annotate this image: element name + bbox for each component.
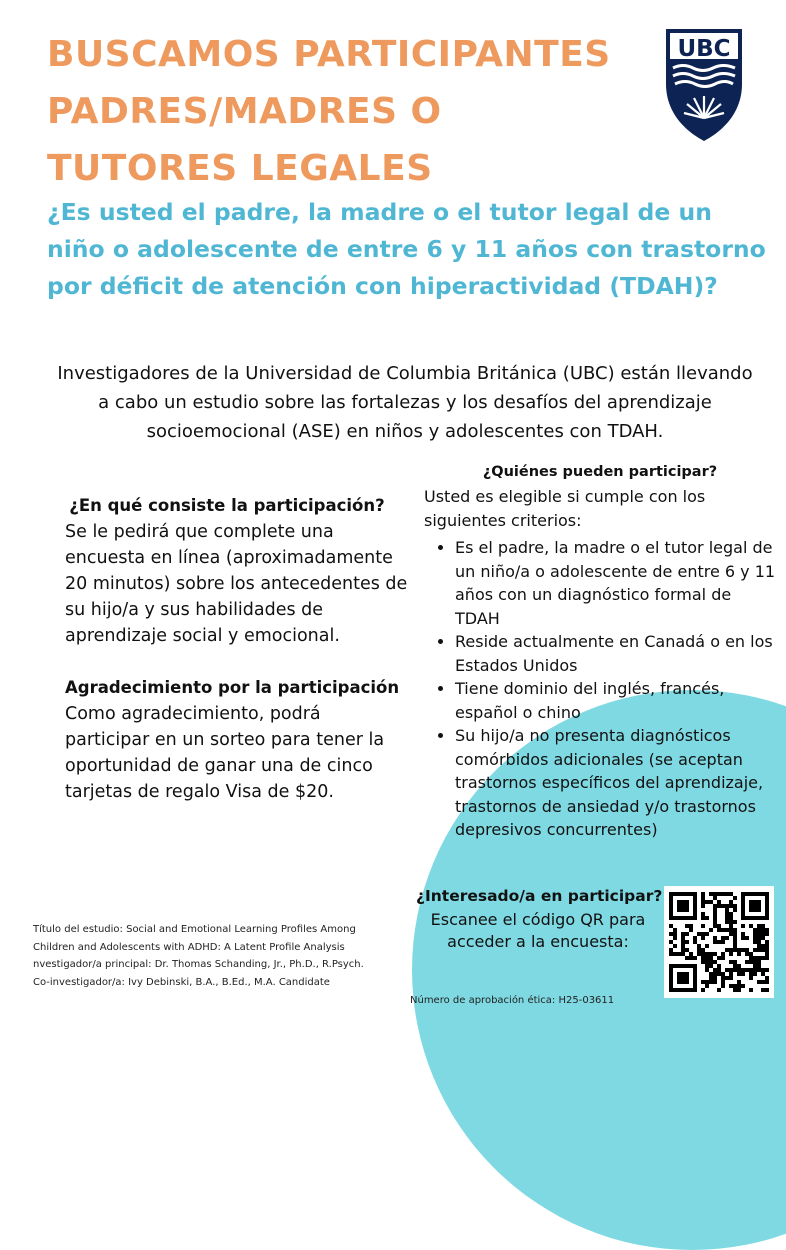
criteria-item: • Tiene dominio del inglés, francés, español o chino xyxy=(455,677,776,724)
participation-heading: ¿En qué consiste la participación? xyxy=(69,496,385,515)
thanks-body: Como agradecimiento, podrá participar en un sorteo para tener la oportunidad de ganar una de cinco tarjetas de regalo Visa de $20. xyxy=(65,704,385,802)
ethics-approval-number: Número de aprobación ética: H25-03611 xyxy=(410,995,615,1006)
ubc-logo-text: UBC xyxy=(677,36,731,62)
page-title xyxy=(47,26,611,197)
title-line-3: TUTORES LEGALES xyxy=(47,148,433,189)
criteria-item: • Es el padre, la madre o el tutor legal de un niño/a o adolescente de entre 6 y 11 años con un diagnóstico formal de TDAH xyxy=(455,536,776,630)
study-title-line: Título del estudio: Social and Emotional Learning Profiles Among xyxy=(33,924,356,935)
cta-heading: ¿Interesado/a en participar? xyxy=(416,887,663,905)
call-to-action xyxy=(416,884,663,953)
qr-code[interactable] xyxy=(664,886,774,998)
cta-body: Escanee el código QR para acceder a la encuesta: xyxy=(430,910,646,951)
study-title-line: Children and Adolescents with ADHD: A Latent Profile Analysis xyxy=(33,941,345,953)
right-column xyxy=(424,460,776,842)
eligibility-intro: Usted es elegible si cumple con los siguientes criterios: xyxy=(424,487,706,530)
eligibility-question: ¿Es usted el padre, la madre o el tutor legal de un niño o adolescente de entre 6 y 11 años con trastorno por déficit de atención con hiperactividad (TDAH)? xyxy=(47,198,766,300)
title-line-1: BUSCAMOS PARTICIPANTES xyxy=(47,34,611,75)
thanks-heading: Agradecimiento por la participación xyxy=(65,678,400,697)
study-credits xyxy=(33,921,408,991)
eligibility-heading: ¿Quiénes pueden participar? xyxy=(482,464,718,480)
criteria-list xyxy=(424,536,776,842)
ubc-crest-logo xyxy=(663,26,745,144)
criteria-item: • Reside actualmente en Canadá o en los Estados Unidos xyxy=(455,630,776,677)
title-line-2: PADRES/MADRES O xyxy=(47,91,442,132)
participation-body: Se le pedirá que complete una encuesta en línea (aproximadamente 20 minutos) sobre los antecedentes de su hijo/a y sus habilidades de aprendizaje social y emocional. xyxy=(65,522,408,646)
principal-investigator: nvestigador/a principal: Dr. Thomas Schanding, Jr., Ph.D., R.Psych. xyxy=(33,959,364,970)
left-column xyxy=(65,493,410,805)
co-investigator: Co-investigador/a: Ivy Debinski, B.A., B.Ed., M.A. Candidate xyxy=(33,976,330,988)
qr-code-icon xyxy=(669,892,769,992)
criteria-item: • Su hijo/a no presenta diagnósticos comórbidos adicionales (se aceptan trastornos específicos del aprendizaje, trastornos de ansiedad y/o trastornos depresivos concurrentes) xyxy=(455,724,776,842)
study-introduction: Investigadores de la Universidad de Columbia Británica (UBC) están llevando a cabo un estudio sobre las fortalezas y los desafíos del aprendizaje socioemocional (ASE) en niños y adolescentes con TDAH. xyxy=(57,363,753,442)
